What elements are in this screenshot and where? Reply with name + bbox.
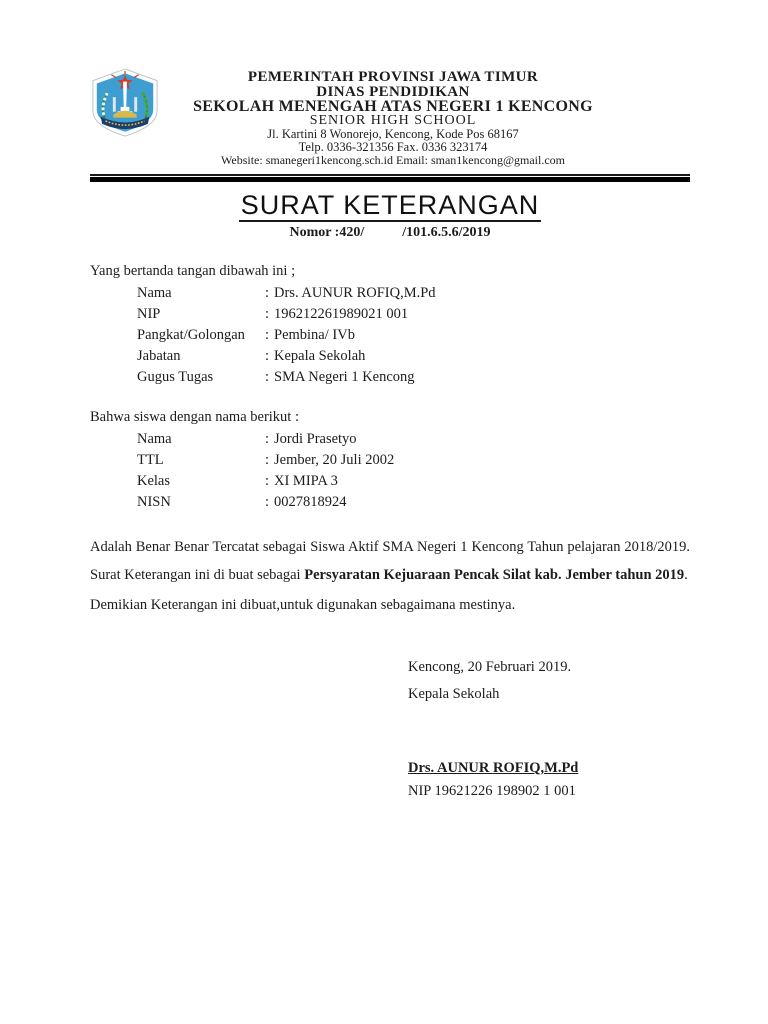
detail-row-student-nisn bbox=[90, 492, 690, 513]
detail-value: 0027818924 bbox=[274, 494, 347, 510]
closing-line: Demikian Keterangan ini dibuat,untuk digunakan sebagaimana mestinya. bbox=[90, 597, 516, 613]
signature-nip: NIP 19621226 198902 1 001 bbox=[408, 783, 576, 799]
signature-block bbox=[408, 658, 690, 800]
detail-label: NISN bbox=[137, 494, 171, 510]
school-website-email: Website: smanegeri1kencong.sch.id Email: sman1kencong@gmail.com bbox=[221, 153, 565, 167]
document-title: SURAT KETERANGAN bbox=[240, 190, 540, 220]
student-intro-line: Bahwa siswa dengan nama berikut : bbox=[90, 409, 299, 425]
east-java-emblem-icon bbox=[90, 68, 160, 138]
detail-value: Jember, 20 Juli 2002 bbox=[274, 452, 395, 468]
detail-label: NIP bbox=[137, 306, 161, 322]
detail-row-student-kelas bbox=[90, 471, 690, 492]
detail-value: XI MIPA 3 bbox=[274, 473, 338, 489]
student-detail-list bbox=[90, 429, 690, 513]
statement-paragraph bbox=[90, 533, 690, 589]
detail-colon: : bbox=[265, 327, 270, 343]
detail-colon: : bbox=[265, 494, 270, 510]
document-number bbox=[90, 224, 690, 242]
detail-label: Jabatan bbox=[137, 348, 181, 364]
detail-value: Drs. AUNUR ROFIQ,M.Pd bbox=[274, 285, 436, 301]
letterhead-text bbox=[90, 70, 690, 167]
detail-row-official-pangkat bbox=[90, 325, 690, 346]
school-name-english: SENIOR HIGH SCHOOL bbox=[309, 113, 477, 128]
detail-label: TTL bbox=[137, 452, 164, 468]
signature-name: Drs. AUNUR ROFIQ,M.Pd bbox=[408, 760, 579, 776]
detail-value: SMA Negeri 1 Kencong bbox=[274, 369, 415, 385]
detail-value: Pembina/ IVb bbox=[274, 327, 355, 343]
statement-bold-text: Persyaratan Kejuaraan Pencak Silat kab. Jember tahun 2019 bbox=[304, 567, 685, 583]
school-name: SEKOLAH MENENGAH ATAS NEGERI 1 KENCONG bbox=[193, 98, 593, 115]
school-address: Jl. Kartini 8 Wonorejo, Kencong, Kode Pos 68167 bbox=[267, 127, 519, 141]
department-name: DINAS PENDIDIKAN bbox=[316, 84, 470, 100]
school-phone-fax: Telp. 0336-321356 Fax. 0336 323174 bbox=[298, 140, 488, 154]
letterhead-divider bbox=[90, 174, 690, 182]
detail-label: Pangkat/Golongan bbox=[137, 327, 245, 343]
statement-text-before: Adalah Benar Benar Tercatat sebagai Siswa Aktif SMA Negeri 1 Kencong Tahun pelajaran 2018/2019. Surat Keterangan ini di buat sebagai bbox=[90, 539, 690, 583]
opening-line: Yang bertanda tangan dibawah ini ; bbox=[90, 263, 296, 279]
east-java-emblem-logo bbox=[90, 68, 160, 138]
official-detail-list bbox=[90, 283, 690, 388]
document-number-right: /101.6.5.6/2019 bbox=[402, 225, 491, 240]
detail-label: Gugus Tugas bbox=[137, 369, 214, 385]
divider-thick-line bbox=[90, 177, 690, 182]
statement-text-after: . bbox=[684, 567, 688, 583]
detail-label: Nama bbox=[137, 285, 172, 301]
detail-row-official-nip bbox=[90, 304, 690, 325]
detail-value: 196212261989021 001 bbox=[274, 306, 409, 322]
detail-colon: : bbox=[265, 285, 270, 301]
detail-row-student-ttl bbox=[90, 450, 690, 471]
signature-place-date: Kencong, 20 Februari 2019. bbox=[408, 659, 572, 675]
detail-colon: : bbox=[265, 431, 270, 447]
letterhead bbox=[90, 0, 690, 167]
detail-value: Jordi Prasetyo bbox=[274, 431, 357, 447]
letter-body bbox=[90, 262, 690, 800]
detail-row-official-gugus bbox=[90, 367, 690, 388]
document-number-left: Nomor :420/ bbox=[289, 225, 365, 240]
detail-label: Nama bbox=[137, 431, 172, 447]
government-name: PEMERINTAH PROVINSI JAWA TIMUR bbox=[247, 69, 539, 85]
detail-row-official-nama bbox=[90, 283, 690, 304]
detail-row-student-nama bbox=[90, 429, 690, 450]
detail-label: Kelas bbox=[137, 473, 171, 489]
detail-colon: : bbox=[265, 473, 270, 489]
detail-colon: : bbox=[265, 348, 270, 364]
signature-role: Kepala Sekolah bbox=[408, 686, 500, 702]
detail-colon: : bbox=[265, 452, 270, 468]
detail-colon: : bbox=[265, 306, 270, 322]
detail-row-official-jabatan bbox=[90, 346, 690, 367]
detail-colon: : bbox=[265, 369, 270, 385]
title-block bbox=[90, 191, 690, 242]
detail-value: Kepala Sekolah bbox=[274, 348, 366, 364]
